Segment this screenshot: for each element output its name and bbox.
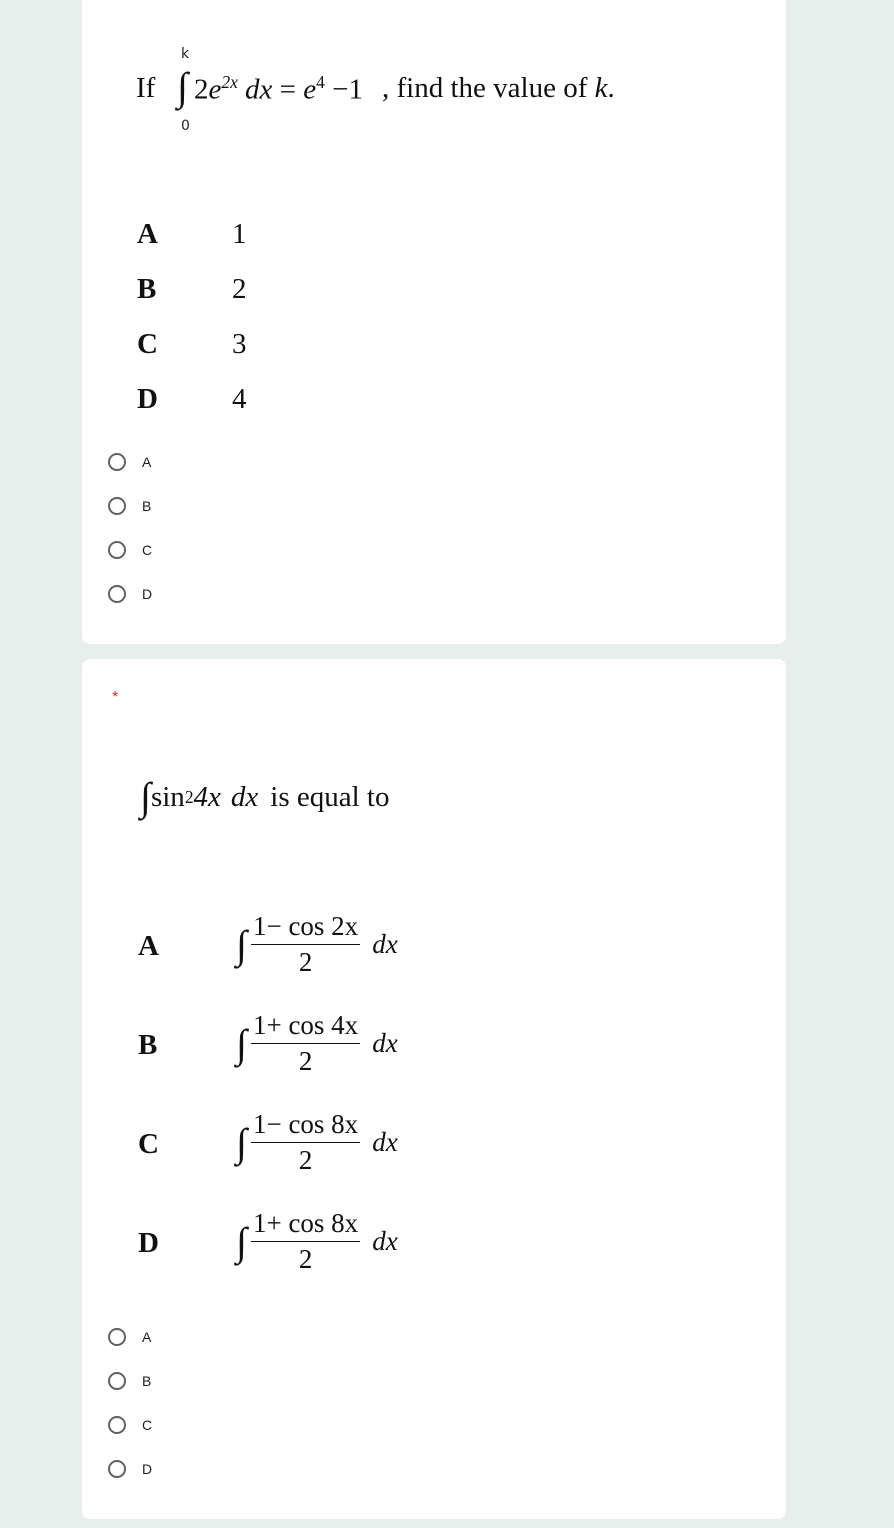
denominator: 2 [298, 1046, 313, 1076]
integral-sign-icon: ∫ [236, 1218, 247, 1264]
radio-choice-d[interactable] [108, 1457, 152, 1481]
arg: 4x [193, 780, 221, 813]
radio-choice-a[interactable] [108, 1325, 151, 1349]
radio-label: C [142, 542, 153, 558]
radio-label: C [142, 1417, 153, 1433]
option-letter-b: B [137, 273, 157, 305]
radio-unchecked-icon[interactable] [108, 1460, 126, 1478]
question-2-suffix: is equal to [270, 780, 390, 813]
radio-label: B [142, 1373, 152, 1389]
option-letter-b: B [138, 1029, 158, 1061]
option-expression-a [236, 911, 398, 978]
radio-choice-a[interactable] [108, 450, 151, 474]
radio-choice-c[interactable] [108, 1413, 152, 1437]
option-letter-a: A [138, 930, 159, 962]
differential: dx [230, 780, 259, 813]
radio-unchecked-icon[interactable] [108, 453, 126, 471]
option-letter-a: A [137, 218, 158, 250]
radio-choice-b[interactable] [108, 494, 151, 518]
numerator: 1− cos 2x [251, 911, 360, 945]
integral-sign-icon: ∫ [236, 921, 247, 967]
option-letter-c: C [138, 1128, 159, 1160]
integrand: $2e^{2x}$ dx = $e^4 -1$ [194, 72, 363, 106]
denominator: 2 [298, 947, 313, 977]
denominator: 2 [298, 1145, 313, 1175]
power: 2 [184, 786, 194, 807]
radio-unchecked-icon[interactable] [108, 1328, 126, 1346]
radio-choice-d[interactable] [108, 582, 152, 606]
option-expression-d [236, 1208, 398, 1275]
radio-unchecked-icon[interactable] [108, 585, 126, 603]
option-value-c: 3 [232, 328, 247, 360]
numerator: 1− cos 8x [251, 1109, 360, 1143]
radio-unchecked-icon[interactable] [108, 497, 126, 515]
integral-sign-icon: ∫ [236, 1020, 247, 1066]
numerator: 1+ cos 8x [251, 1208, 360, 1242]
numerator: 1+ cos 4x [251, 1010, 360, 1044]
lower-limit: 0 [181, 118, 190, 134]
denominator: 2 [298, 1244, 313, 1274]
option-expression-c [236, 1109, 398, 1176]
option-letter-d: D [138, 1227, 159, 1259]
radio-unchecked-icon[interactable] [108, 1416, 126, 1434]
integral-sign-icon: ∫ [177, 64, 188, 109]
upper-limit: k [181, 46, 190, 62]
differential: dx [372, 929, 398, 959]
radio-choice-c[interactable] [108, 538, 152, 562]
option-value-b: 2 [232, 273, 247, 305]
radio-label: D [142, 1461, 153, 1477]
question-1-prefix: If [136, 72, 156, 104]
option-expression-b [236, 1010, 398, 1077]
radio-choice-b[interactable] [108, 1369, 151, 1393]
question-1-suffix: , find the value of k. [382, 72, 615, 104]
radio-label: B [142, 498, 152, 514]
func: sin [150, 780, 185, 813]
radio-unchecked-icon[interactable] [108, 1372, 126, 1390]
option-letter-d: D [137, 383, 158, 415]
differential: dx [372, 1127, 398, 1157]
integral-sign-icon: ∫ [140, 774, 151, 819]
radio-label: A [142, 454, 152, 470]
radio-label: D [142, 586, 153, 602]
integral-sign-icon: ∫ [236, 1119, 247, 1165]
option-letter-c: C [137, 328, 158, 360]
question-2-statement [140, 774, 390, 819]
differential: dx [372, 1028, 398, 1058]
radio-label: A [142, 1329, 152, 1345]
differential: dx [372, 1226, 398, 1256]
required-asterisk: * [112, 689, 119, 706]
option-value-a: 1 [232, 218, 247, 250]
question-card-2 [82, 659, 786, 1519]
option-value-d: 4 [232, 383, 247, 415]
question-card-1 [82, 0, 786, 644]
radio-unchecked-icon[interactable] [108, 541, 126, 559]
